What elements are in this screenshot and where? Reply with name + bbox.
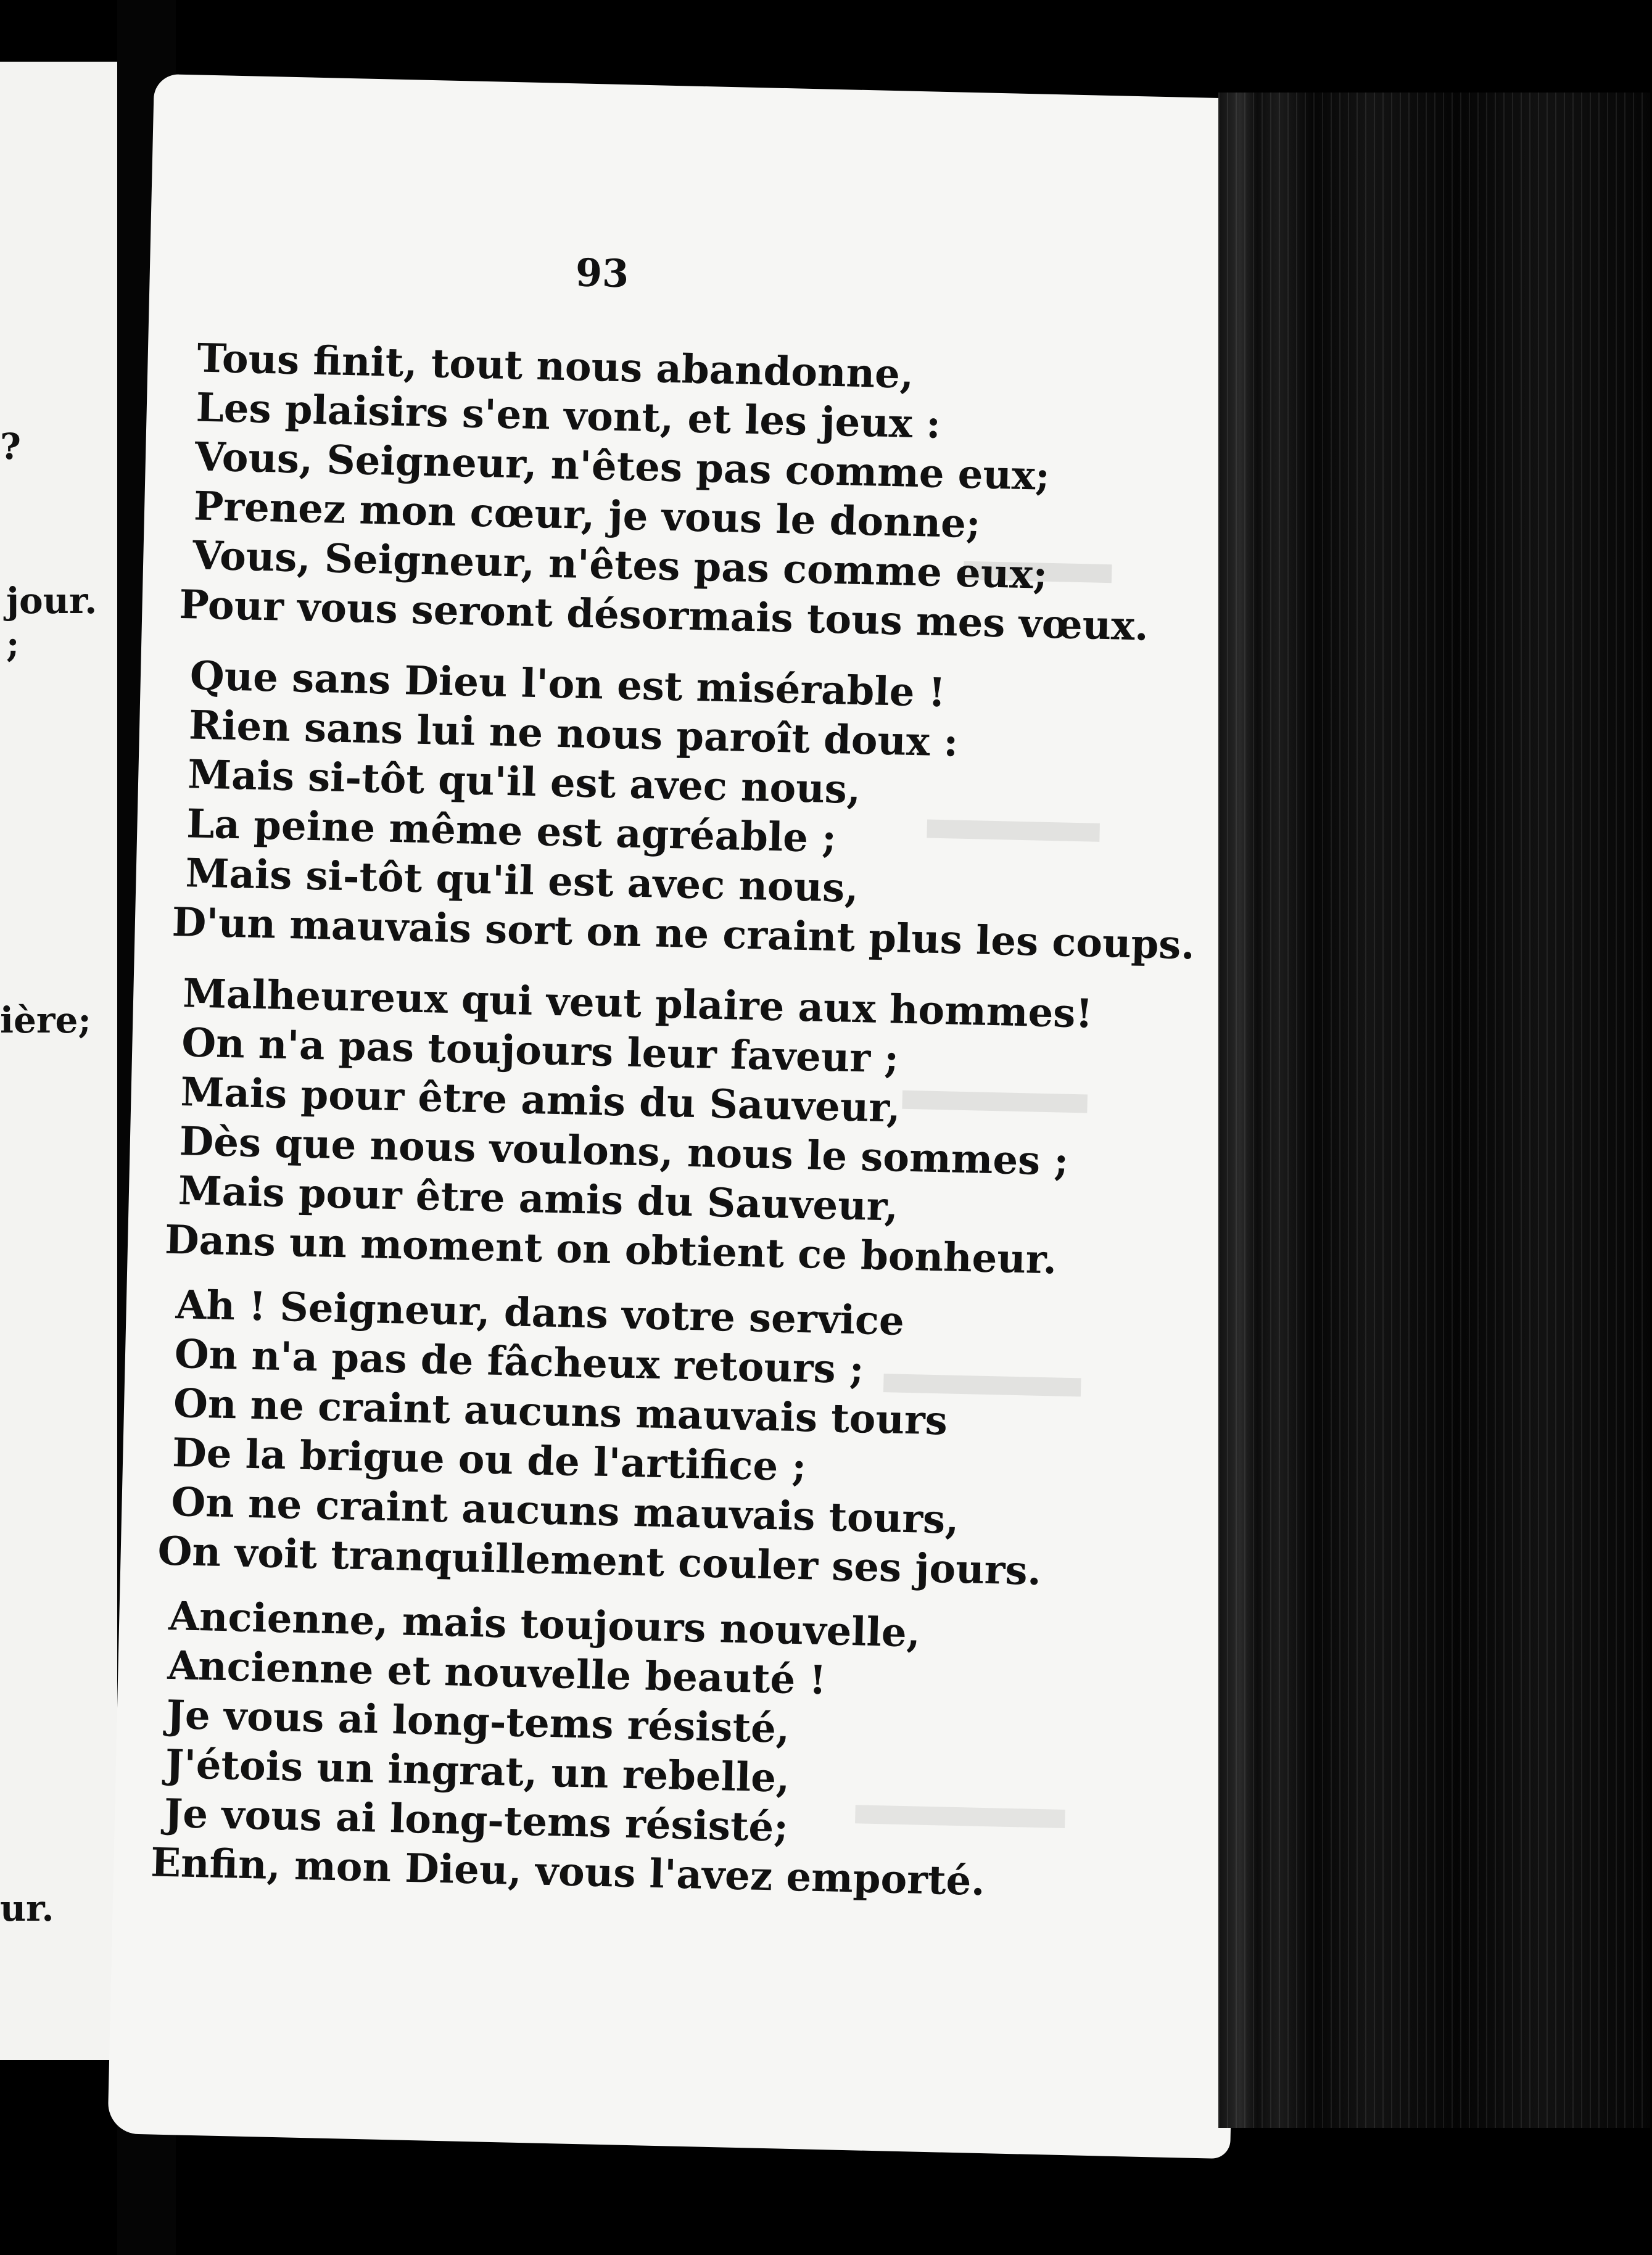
- poem-stanza: [150, 1592, 1205, 1911]
- poem-line: Mais si-tôt qu'il est avec nous,: [184, 850, 859, 912]
- poem-line: Malheureux qui veut plaire aux hommes!: [182, 970, 1094, 1037]
- poem-line: On ne craint aucuns mauvais tours: [173, 1380, 948, 1445]
- poem-line: Dès que nous voulons, nous le sommes ;: [179, 1118, 1069, 1185]
- poem-line: Mais pour être amis du Sauveur,: [178, 1168, 899, 1231]
- page-number: 93: [575, 250, 630, 297]
- poem-line: Ah ! Seigneur, dans votre service: [175, 1282, 905, 1345]
- poem-line: Mais pour être amis du Sauveur,: [180, 1069, 901, 1132]
- poem-line: On n'a pas de fâcheux retours ;: [174, 1331, 865, 1393]
- poem-stanza: [164, 969, 1219, 1288]
- poem-line: Ancienne et nouvelle beauté !: [167, 1642, 827, 1704]
- poem-line: Je vous ai long-tems résisté;: [163, 1790, 789, 1851]
- left-page-fragment-text: ;: [6, 623, 20, 665]
- poem-line: La peine même est agréable ;: [186, 801, 837, 862]
- poem-line: Je vous ai long-tems résisté,: [165, 1691, 790, 1752]
- poem-line: Vous, Seigneur, n'êtes pas comme eux;: [192, 532, 1049, 598]
- book-page: [107, 74, 1276, 2159]
- poem-line: Prenez mon cœur, je vous le donne;: [193, 483, 981, 548]
- left-page-fragment-text: jour.: [6, 580, 97, 622]
- poem-line: J'étois un ingrat, un rebelle,: [165, 1741, 791, 1802]
- poem-line: Rien sans lui ne nous paroît doux :: [188, 702, 959, 766]
- poem-line: De la brigue ou de l'artifice ;: [171, 1430, 807, 1491]
- left-page-fragment-text: ur.: [0, 1887, 54, 1929]
- left-page-fragment: [0, 62, 117, 2060]
- poem-line: Pour vous seront désormais tous mes vœux.: [178, 581, 1149, 650]
- left-page-fragment-text: ?: [0, 426, 21, 468]
- book-fore-edge: [1218, 93, 1650, 2128]
- poem-line: Enfin, mon Dieu, vous l'avez emporté.: [150, 1839, 986, 1905]
- poem-line: On n'a pas toujours leur faveur ;: [181, 1020, 899, 1082]
- page-edge-texture: [1218, 93, 1650, 2128]
- poem-line: Dans un moment on obtient ce bonheur.: [164, 1216, 1057, 1284]
- poem-line: On voit tranquillement couler ses jours.: [157, 1528, 1042, 1595]
- poem-line: Vous, Seigneur, n'êtes pas comme eux;: [194, 434, 1051, 500]
- poem-line: Ancienne, mais toujours nouvelle,: [168, 1593, 921, 1657]
- poem-line: Tous finit, tout nous abandonne,: [196, 335, 914, 398]
- poem-line: D'un mauvais sort on ne craint plus les coups.: [171, 899, 1196, 969]
- poem-stanza: [157, 1280, 1212, 1600]
- poem-line: Mais si-tôt qu'il est avec nous,: [187, 751, 861, 814]
- poem-line: On ne craint aucuns mauvais tours,: [170, 1479, 960, 1543]
- poem-line: Les plaisirs s'en vont, et les jeux :: [196, 384, 941, 448]
- poem-stanza: [171, 651, 1226, 971]
- poem-stanza: [179, 334, 1234, 653]
- left-page-fragment-text: ière;: [0, 999, 91, 1041]
- poem-line: Que sans Dieu l'on est misérable !: [189, 653, 946, 717]
